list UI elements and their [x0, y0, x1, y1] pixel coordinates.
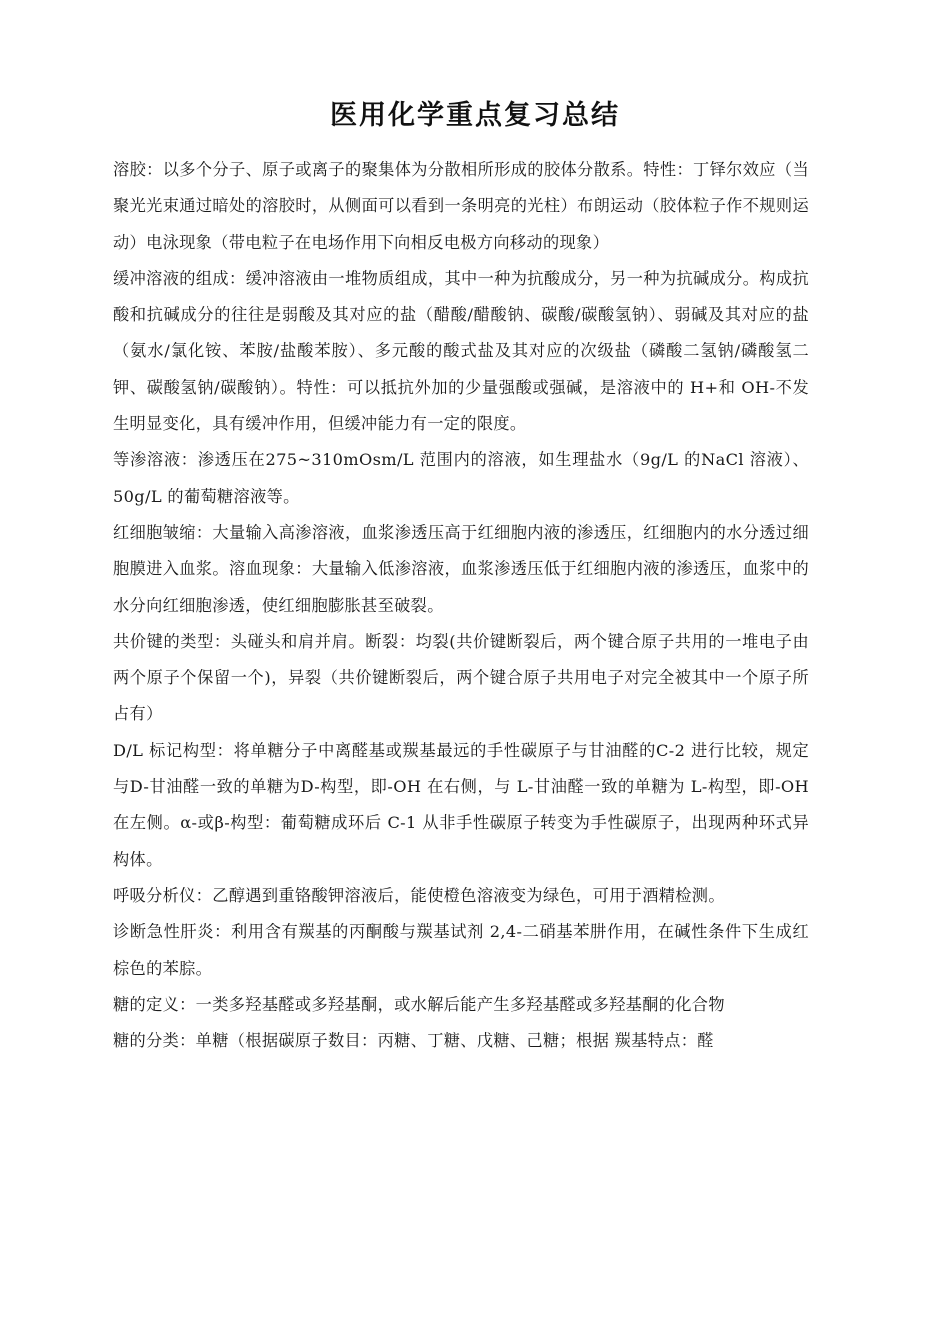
paragraph-buffer-solution: 缓冲溶液的组成：缓冲溶液由一堆物质组成，其中一种为抗酸成分，另一种为抗碱成分。构成抗酸和抗碱成分的往往是弱酸及其对应的盐（醋酸/醋酸钠、碳酸/碳酸氢钠）、弱碱及其对应的盐（氨水/氯化铵、苯胺/盐酸苯胺）、多元酸的酸式盐及其对应的次级盐（磷酸二氢钠/磷酸氢二钾、碳酸氢钠/碳酸钠）。特性：可以抵抗外加的少量强酸或强碱，是溶液中的 H+和 OH-不发生明显变化，具有缓冲作用，但缓冲能力有一定的限度。: [113, 268, 809, 434]
paragraph-isotonic-solution: 等渗溶液：渗透压在275~310mOsm/L 范围内的溶液，如生理盐水（9g/L 的NaCl 溶液）、50g/L 的葡萄糖溶液等。: [113, 450, 809, 506]
paragraph-red-cell-crenation: 红细胞皱缩：大量输入高渗溶液，血浆渗透压高于红细胞内液的渗透压，红细胞内的水分透过细胞膜进入血浆。溶血现象：大量输入低渗溶液，血浆渗透压低于红细胞内液的渗透压，血浆中的水分向红细胞渗透，使红细胞膨胀甚至破裂。: [113, 522, 809, 615]
paragraph-acute-hepatitis: 诊断急性肝炎：利用含有羰基的丙酮酸与羰基试剂 2,4-二硝基苯肼作用，在碱性条件下生成红棕色的苯腙。: [113, 922, 809, 978]
paragraph-sugar-definition: 糖的定义：一类多羟基醛或多羟基酮，或水解后能产生多羟基醛或多羟基酮的化合物: [113, 994, 725, 1014]
paragraph-dl-configuration: D/L 标记构型：将单糖分子中离醛基或羰基最远的手性碳原子与甘油醛的C-2 进行比较，规定与D-甘油醛一致的单糖为D-构型，即-OH 在右侧，与 L-甘油醛一致的单糖为 L-构型，即-OH 在左侧。α-或β-构型：葡萄糖成环后 C-1 从非手性碳原子转变为手性碳原子，出现两种环式异构体。: [113, 740, 809, 869]
document-title: 医用化学重点复习总结: [330, 100, 620, 131]
paragraph-sol: 溶胶：以多个分子、原子或离子的聚集体为分散相所形成的胶体分散系。特性：丁铎尔效应（当聚光光束通过暗处的溶胶时，从侧面可以看到一条明亮的光柱）布朗运动（胶体粒子作不规则运动）电泳现象（带电粒子在电场作用下向相反电极方向移动的现象）: [113, 160, 809, 252]
paragraph-covalent-bond: 共价键的类型：头碰头和肩并肩。断裂：均裂(共价键断裂后，两个键合原子共用的一堆电子由两个原子个保留一个)，异裂（共价键断裂后，两个键合原子共用电子对完全被其中一个原子所占有）: [113, 631, 809, 724]
paragraph-breath-analyzer: 呼吸分析仪：乙醇遇到重铬酸钾溶液后，能使橙色溶液变为绿色，可用于酒精检测。: [113, 885, 725, 905]
paragraph-sugar-classification: 糖的分类：单糖（根据碳原子数目：丙糖、丁糖、戊糖、己糖；根据 羰基特点：醛: [113, 1031, 714, 1051]
document-body: [113, 152, 809, 1059]
